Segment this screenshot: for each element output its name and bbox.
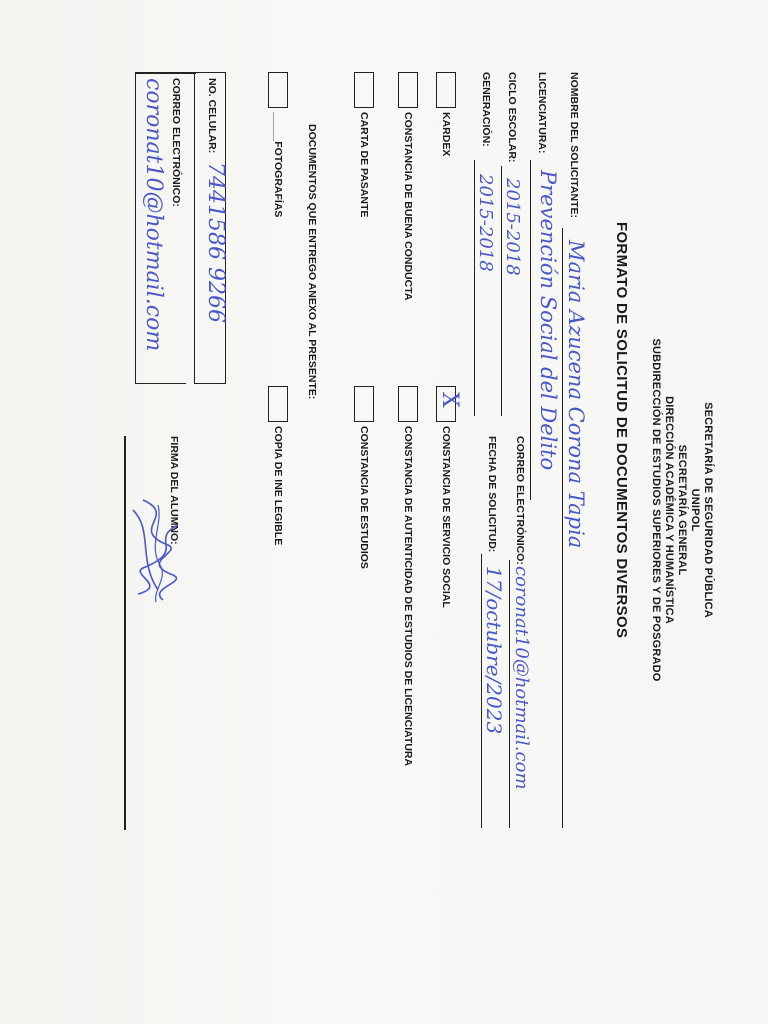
constancia-estudios-checkbox[interactable] xyxy=(354,386,374,422)
header-line-3: SECRETARÍA GENERAL xyxy=(676,444,688,576)
correo-label: CORREO ELECTRÓNICO: xyxy=(170,78,182,207)
anexo-heading: DOCUMENTOS QUE ENTREGO ANEXO AL PRESENTE: xyxy=(306,124,318,400)
constancia-servicio-label: CONSTANCIA DE SERVICIO SOCIAL xyxy=(440,426,452,608)
nombre-underline xyxy=(562,228,563,828)
carta-pasante-label: CARTA DE PASANTE xyxy=(358,112,370,218)
constancia-autenticidad-checkbox[interactable] xyxy=(398,386,418,422)
correo-top-value: coronat10@hotmail.com xyxy=(511,566,532,790)
fecha-label: FECHA DE SOLICITUD: xyxy=(486,436,498,553)
signature-drawing xyxy=(118,490,198,610)
correo-value: coronat10@hotmail.com xyxy=(141,78,166,352)
header-line-2: UNIPOL xyxy=(689,488,701,532)
fotografias-checkbox[interactable] xyxy=(268,72,288,108)
correo-top-label: CORREO ELECTRÓNICO: xyxy=(514,436,526,565)
constancia-autenticidad-label: CONSTANCIA DE AUTENTICIDAD DE ESTUDIOS DE LICENCIATURA xyxy=(402,426,414,767)
constancia-conducta-checkbox[interactable] xyxy=(398,72,418,108)
nombre-value: Maria Azucena Corona Tapia xyxy=(564,240,588,549)
ciclo-label: CICLO ESCOLAR: xyxy=(506,72,518,163)
licenciatura-label: LICENCIATURA: xyxy=(536,72,548,154)
constancia-estudios-label: CONSTANCIA DE ESTUDIOS xyxy=(358,426,370,569)
ciclo-value: 2015-2018 xyxy=(502,178,523,276)
ine-label: COPIA DE INE LEGIBLE xyxy=(272,426,284,546)
ine-checkbox[interactable] xyxy=(268,386,288,422)
kardex-checkbox[interactable] xyxy=(436,72,456,108)
header-line-1: SECRETARÍA DE SEGURIDAD PÚBLICA xyxy=(702,402,714,618)
constancia-conducta-label: CONSTANCIA DE BUENA CONDUCTA xyxy=(402,112,414,301)
generacion-label: GENERACIÓN: xyxy=(480,72,492,147)
kardex-label: KARDEX xyxy=(440,112,452,157)
fotografias-label: _____FOTOGRAFÍAS xyxy=(272,112,284,218)
fecha-value: 17/octubre/2023 xyxy=(482,566,506,735)
constancia-servicio-mark: X xyxy=(437,392,462,408)
carta-pasante-checkbox[interactable] xyxy=(354,72,374,108)
form-title: FORMATO DE SOLICITUD DE DOCUMENTOS DIVERSOS xyxy=(613,222,630,639)
correo-top-underline xyxy=(509,560,510,828)
celular-value: 7441586 9266 xyxy=(203,162,228,323)
celular-label: NO. CELULAR: xyxy=(206,78,218,154)
header-line-4: DIRECCIÓN ACADÉMICA Y HUMANÍSTICA xyxy=(663,396,675,624)
header-line-5: SUBDIRECCIÓN DE ESTUDIOS SUPERIORES Y DE POSGRADO xyxy=(650,338,662,682)
licenciatura-value: Prevención Social del Delito xyxy=(536,170,560,471)
licenciatura-underline xyxy=(530,160,531,500)
firma-label: FIRMA DEL ALUMNO: xyxy=(168,436,180,545)
nombre-label: NOMBRE DEL SOLICITANTE: xyxy=(568,72,580,219)
generacion-value: 2015-2018 xyxy=(475,174,496,272)
